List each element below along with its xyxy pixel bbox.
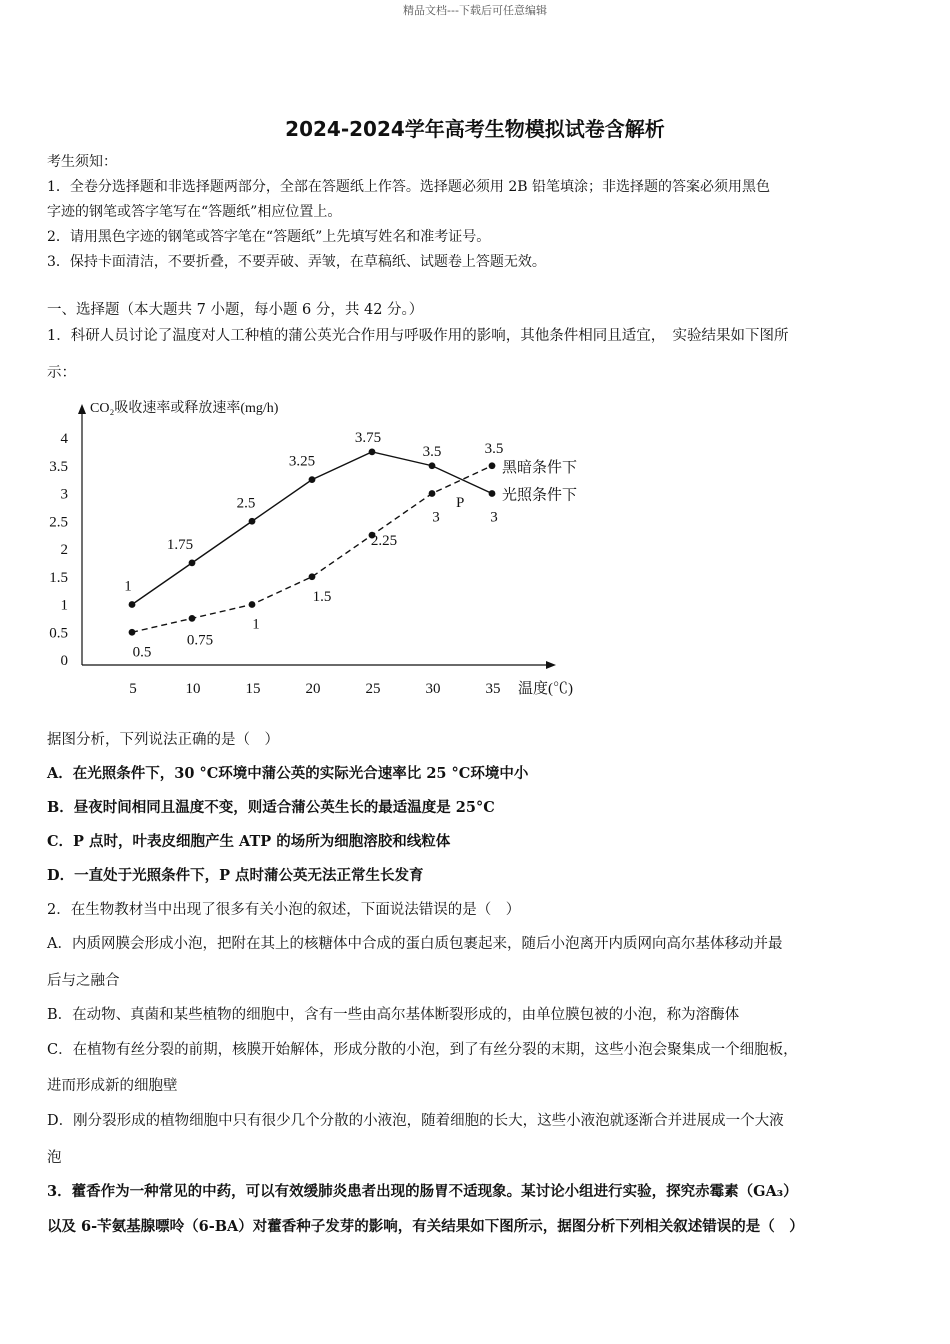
y-tick-label: 1 [60, 597, 68, 614]
q2-stem: 2．在生物教材当中出现了很多有关小泡的叙述，下面说法错误的是（ ） [47, 902, 521, 918]
q1-stem-b: 示： [47, 365, 76, 381]
light-series-point [309, 476, 316, 483]
q1-prompt: 据图分析，下列说法正确的是（ ） [47, 732, 279, 748]
light-data-label: 3 [490, 509, 498, 526]
q2-option-d-line2: 泡 [47, 1150, 62, 1166]
q2-option-b: B．在动物、真菌和某些植物的细胞中，含有一些由高尔基体断裂形成的，由单位膜包被的小泡，称为溶酶体 [47, 1007, 740, 1023]
legend-dark: 黑暗条件下 [502, 459, 578, 476]
q1-stem-a: 1．科研人员讨论了温度对人工种植的蒲公英光合作用与呼吸作用的影响，其他条件相同且适宜， 实验结果如下图所 [47, 328, 789, 344]
dark-data-label: 1.5 [312, 588, 332, 605]
q2-option-c-line1: C．在植物有丝分裂的前期，核膜开始解体，形成分散的小泡，到了有丝分裂的末期，这些小泡会聚集成一个细胞板， [47, 1042, 798, 1058]
notice-item-2: 2．请用黑色字迹的钢笔或答字笔在“答题纸”上先填写姓名和准考证号。 [47, 229, 491, 245]
notice-heading: 考生须知： [47, 154, 117, 170]
q2-option-c-line2: 进而形成新的细胞壁 [47, 1078, 178, 1094]
y-axis-arrow [78, 404, 86, 414]
legend-light: 光照条件下 [502, 487, 578, 504]
dark-data-label: 1 [252, 616, 260, 633]
light-series-line [132, 452, 492, 605]
y-tick-label: 2 [60, 542, 68, 558]
y-tick-label: 2.5 [49, 514, 68, 531]
y-tick-label: 0 [60, 653, 68, 669]
notice-item-1b: 字迹的钢笔或答字笔写在“答题纸”相应位置上。 [47, 204, 342, 220]
dark-series-point [249, 601, 256, 608]
section-heading: 一、选择题（本大题共 7 小题，每小题 6 分，共 42 分。） [47, 302, 424, 318]
co2-rate-chart [40, 390, 620, 710]
y-tick-label: 3.5 [49, 458, 68, 475]
q2-option-d-line1: D．刚分裂形成的植物细胞中只有很少几个分散的小液泡，随着细胞的长大，这些小液泡就逐渐合并进展成一个大液 [47, 1113, 784, 1129]
x-tick-label: 35 [485, 681, 501, 697]
notice-item-1a: 1．全卷分选择题和非选择题两部分，全部在答题纸上作答。选择题必须用 2B 铅笔填涂；非选择题的答案必须用黑色 [47, 179, 770, 195]
light-data-label: 3.75 [354, 429, 382, 446]
y-tick-label: 0.5 [49, 625, 68, 642]
light-series-point [489, 490, 496, 497]
light-data-label: 3.25 [288, 453, 316, 470]
x-axis-arrow [546, 661, 556, 669]
q2-option-a-line1: A．内质网膜会形成小泡，把附在其上的核糖体中合成的蛋白质包裹起来，随后小泡离开内质网向高尔基体移动并最 [47, 936, 783, 952]
q1-option-d: D．一直处于光照条件下，P 点时蒲公英无法正常生长发育 [47, 867, 424, 884]
light-data-label: 2.5 [236, 495, 256, 512]
page-title: 2024-2024学年高考生物模拟试卷含解析 [285, 117, 665, 141]
dark-series-point [489, 462, 496, 469]
dark-data-label: 0.5 [132, 644, 152, 661]
light-series-point [189, 559, 196, 566]
q2-option-a-line2: 后与之融合 [47, 973, 120, 989]
y-tick-label: 4 [60, 431, 68, 447]
x-tick-label: 10 [185, 681, 201, 697]
dark-data-label: 3.5 [484, 440, 504, 457]
x-axis-label: 温度(℃) [518, 681, 573, 697]
y-tick-label: 1.5 [49, 569, 68, 586]
x-tick-label: 25 [365, 681, 381, 697]
x-tick-label: 5 [129, 681, 137, 697]
dark-data-label: 3 [432, 509, 440, 526]
point-p-label: P [456, 495, 465, 511]
dark-data-label: 0.75 [186, 632, 214, 649]
dark-series-point [309, 573, 316, 580]
light-series-point [369, 448, 376, 455]
y-tick-label: 3 [60, 486, 68, 503]
notice-item-3: 3．保持卡面清洁，不要折叠，不要弄破、弄皱，在草稿纸、试题卷上答题无效。 [47, 254, 546, 270]
x-tick-label: 30 [425, 681, 441, 697]
light-series-point [129, 601, 136, 608]
q3-stem-a: 3．藿香作为一种常见的中药，可以有效缓肺炎患者出现的肠胃不适现象。某讨论小组进行实验，探究赤霉素（GA₃） [47, 1183, 798, 1200]
page-header: 精品文档---下载后可任意编辑 [403, 4, 547, 17]
light-data-label: 1 [124, 578, 132, 595]
light-series-point [249, 518, 256, 525]
dark-series-point [189, 615, 196, 622]
q1-option-c: C．P 点时，叶表皮细胞产生 ATP 的场所为细胞溶胶和线粒体 [47, 833, 451, 850]
q1-option-a: A．在光照条件下，30 °C环境中蒲公英的实际光合速率比 25 °C环境中小 [47, 765, 529, 782]
dark-series-point [429, 490, 436, 497]
light-series-point [429, 462, 436, 469]
x-tick-label: 20 [305, 681, 321, 697]
x-tick-label: 15 [245, 681, 261, 697]
q3-stem-b: 以及 6-苄氨基腺嘌呤（6-BA）对藿香种子发芽的影响，有关结果如下图所示，据图分析下列相关叙述错误的是（ ） [47, 1218, 804, 1235]
light-data-label: 1.75 [166, 536, 194, 553]
dark-data-label: 2.25 [370, 533, 398, 550]
q1-option-b: B．昼夜时间相同且温度不变，则适合蒲公英生长的最适温度是 25°C [47, 799, 495, 816]
dark-series-point [129, 629, 136, 636]
y-axis-label: CO₂吸收速率或释放速率(mg/h) [90, 401, 279, 416]
light-data-label: 3.5 [422, 443, 442, 460]
